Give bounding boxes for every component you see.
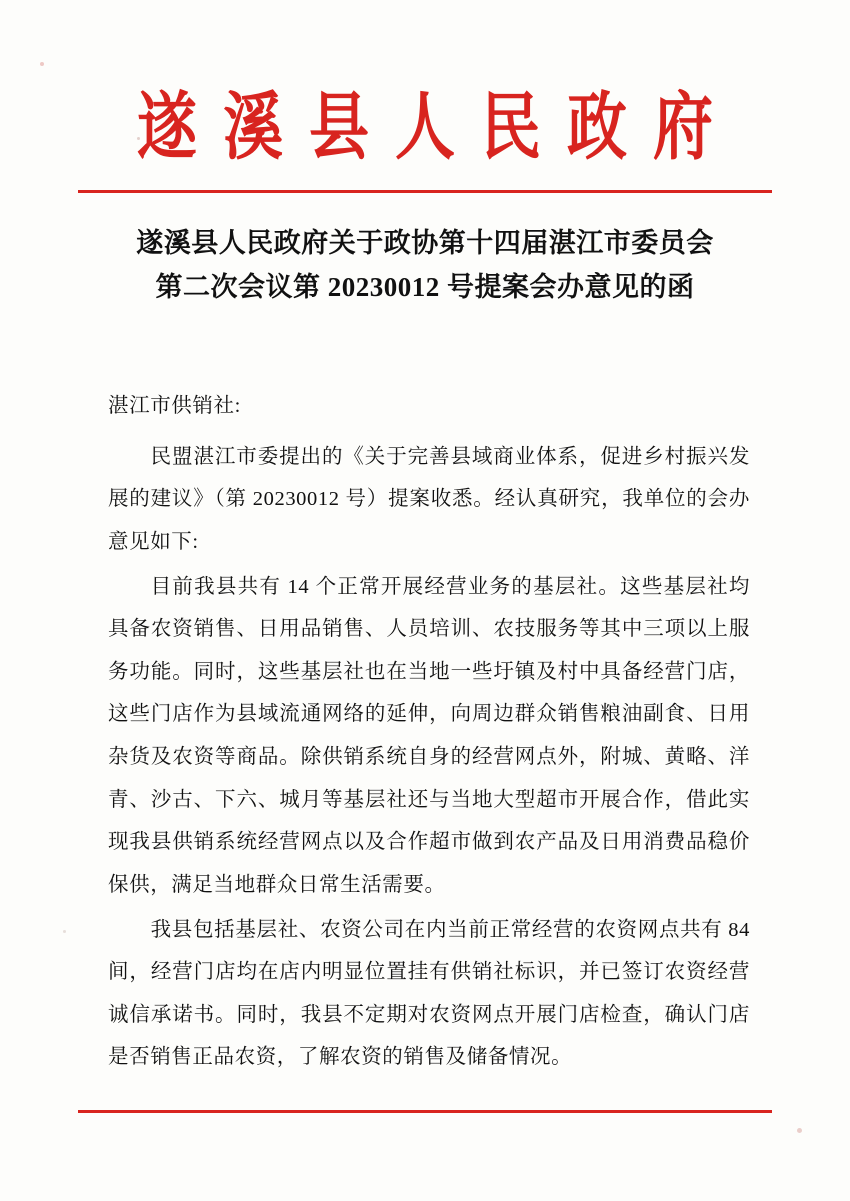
- paper-speckle: [40, 62, 44, 66]
- masthead: [0, 86, 850, 168]
- body-paragraph-1: 民盟湛江市委提出的《关于完善县域商业体系，促进乡村振兴发展的建议》（第 20230012 号）提案收悉。经认真研究，我单位的会办意见如下:: [108, 445, 750, 553]
- masthead-title: 遂溪县人民政府: [137, 87, 739, 168]
- paper-speckle: [63, 930, 66, 933]
- paper-speckle: [797, 1128, 802, 1133]
- masthead-divider-rule: [78, 190, 772, 193]
- document-title: [96, 222, 754, 309]
- addressee-line: 湛江市供销社:: [108, 395, 241, 417]
- document-title-line-2: 第二次会议第 20230012 号提案会办意见的函: [155, 271, 695, 302]
- footer-divider-rule: [78, 1110, 772, 1113]
- document-body: [108, 385, 750, 1079]
- document-title-line-1: 遂溪县人民政府关于政协第十四届湛江市委员会: [136, 228, 714, 258]
- body-paragraph-3: 我县包括基层社、农资公司在内当前正常经营的农资网点共有 84 间，经营门店均在店内明显位置挂有供销社标识，并已签订农资经营诚信承诺书。同时，我县不定期对农资网点开展门店检查，确认门店是否销售正品农资，了解农资的销售及储备情况。: [108, 918, 750, 1069]
- body-paragraph-2: 目前我县共有 14 个正常开展经营业务的基层社。这些基层社均具备农资销售、日用品销售、人员培训、农技服务等其中三项以上服务功能。同时，这些基层社也在当地一些圩镇及村中具备经营门店，这些门店作为县域流通网络的延伸，向周边群众销售粮油副食、日用杂货及农资等商品。除供销系统自身的经营网点外，附城、黄略、洋青、沙古、下六、城月等基层社还与当地大型超市开展合作，借此实现我县供销系统经营网点以及合作超市做到农产品及日用消费品稳价保供，满足当地群众日常生活需要。: [108, 575, 750, 896]
